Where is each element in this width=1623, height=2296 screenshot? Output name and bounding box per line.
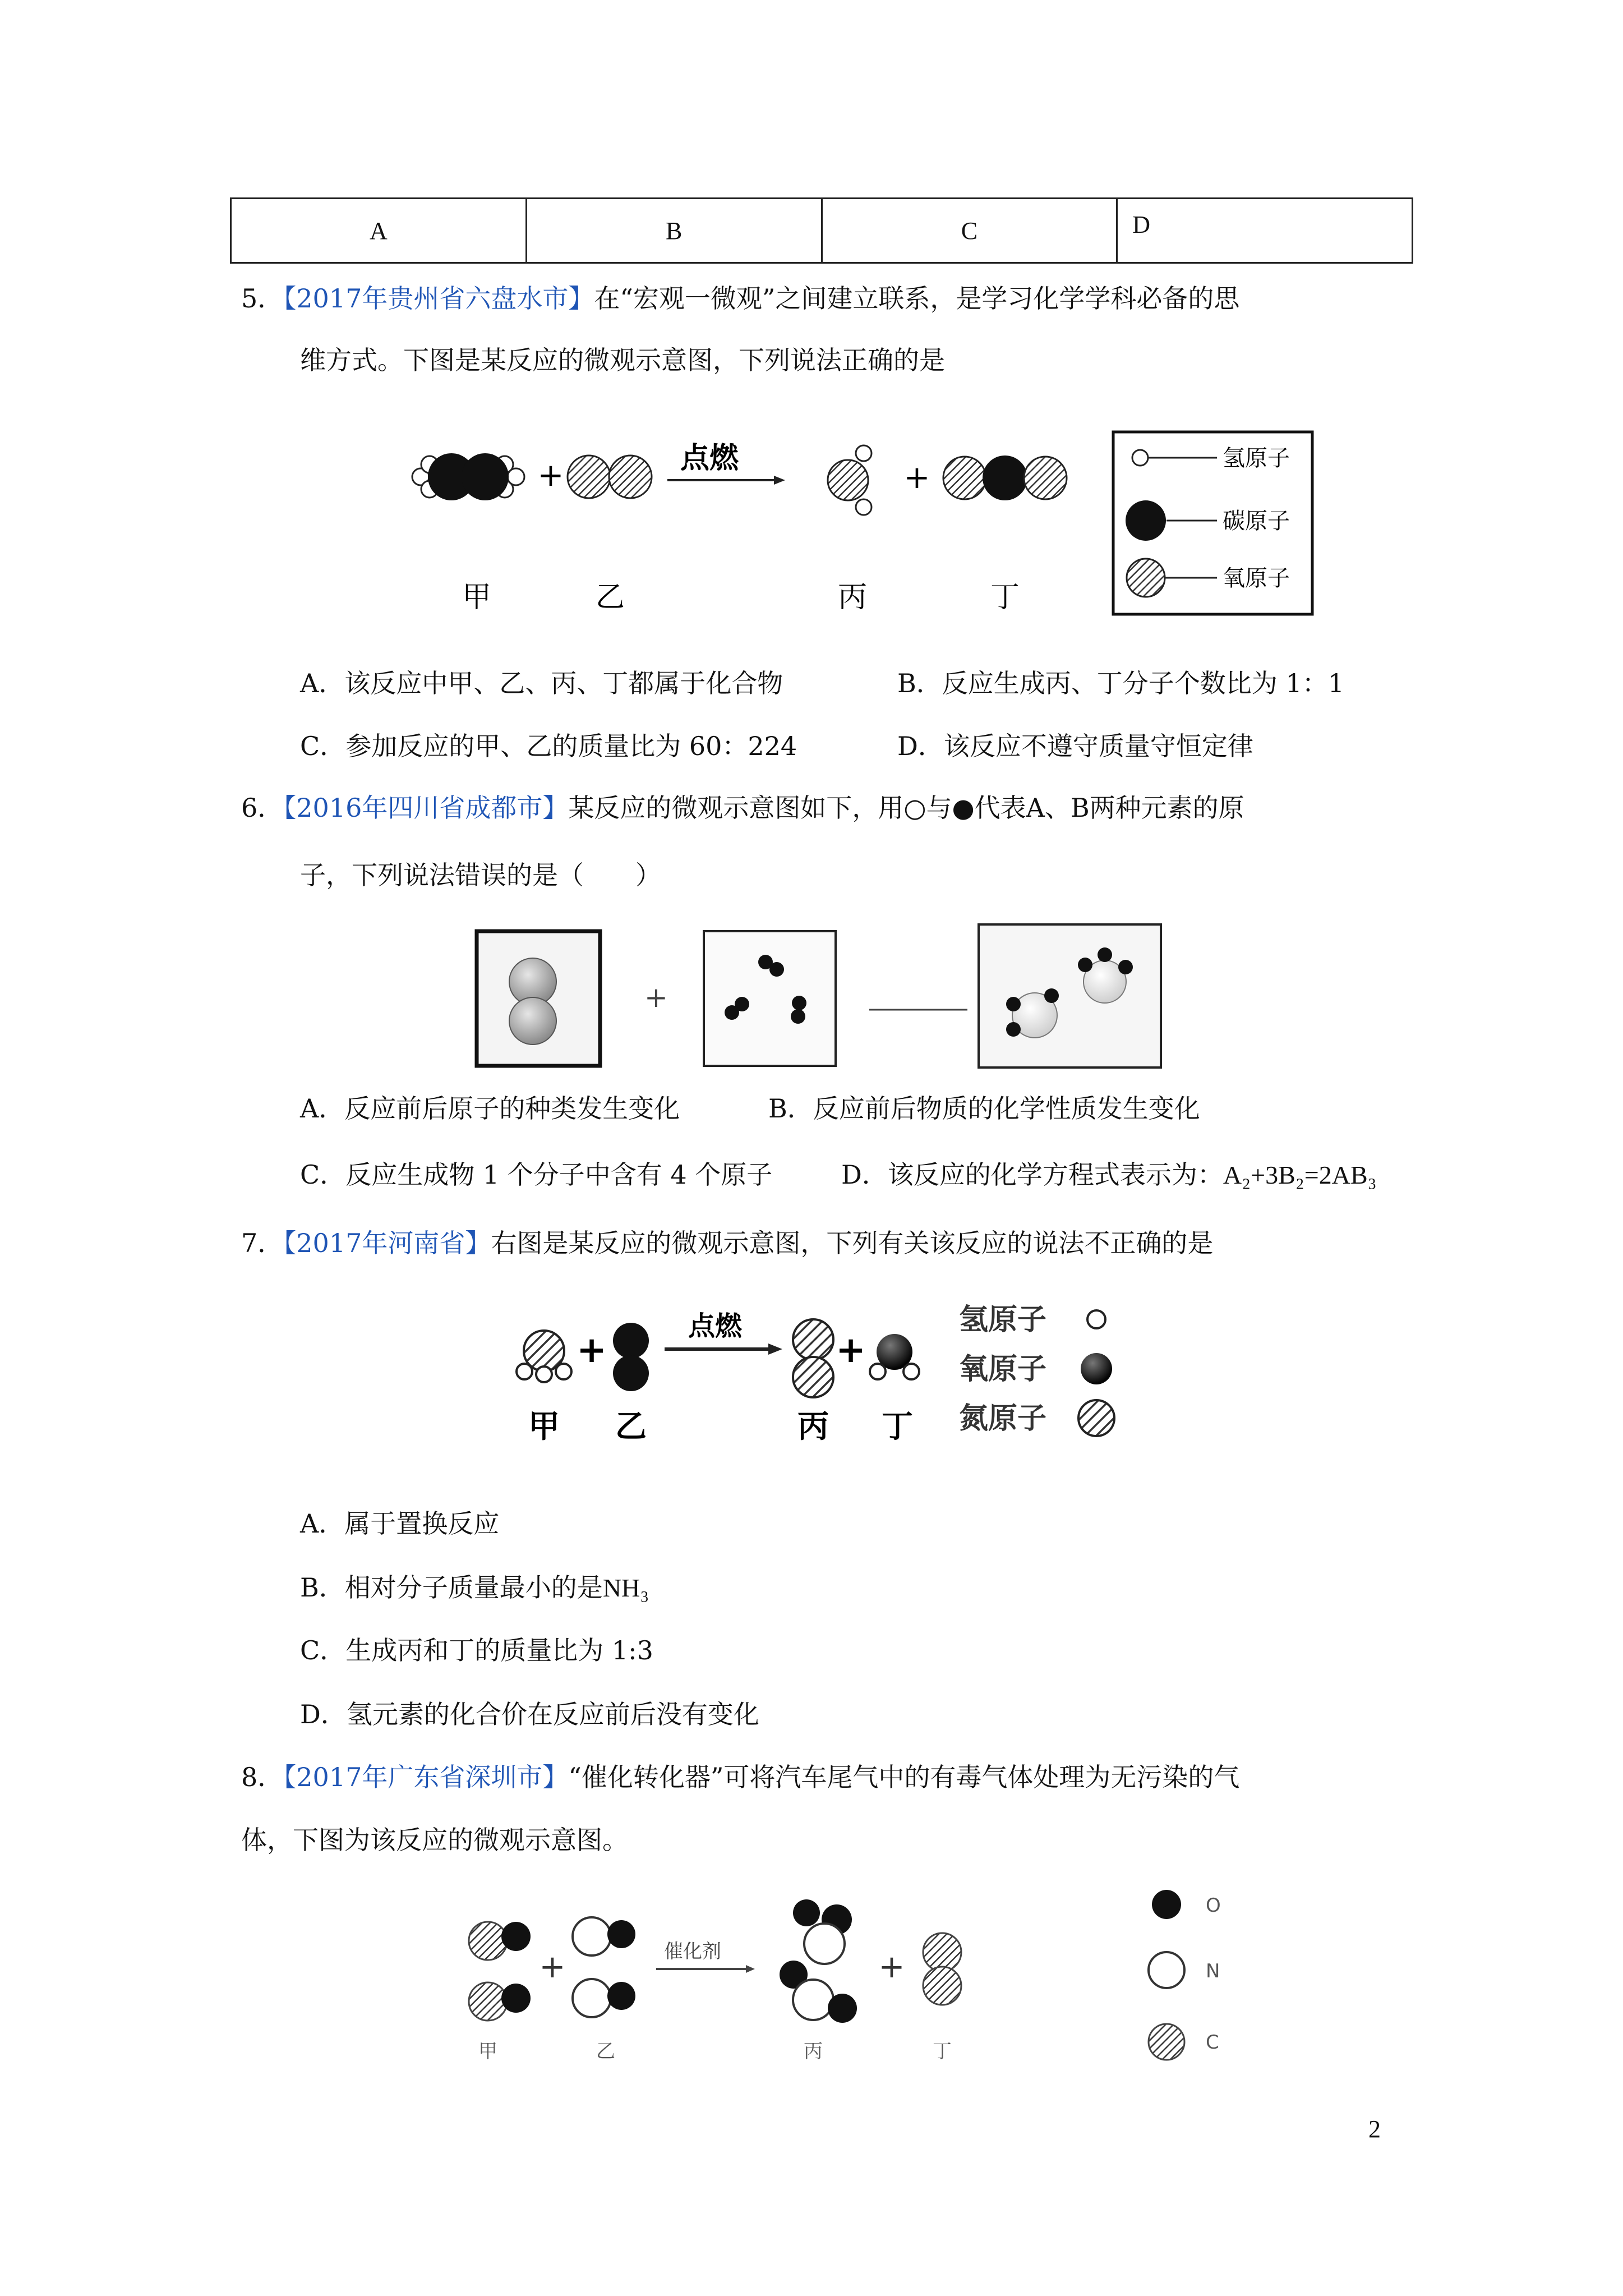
q8-plus-2: + bbox=[878, 1949, 905, 1985]
q6-option-d-formula: A₂+3B₂=2AB₃ bbox=[1223, 1161, 1377, 1189]
q5-option-d[interactable]: D．该反应不遵守质量守恒定律 bbox=[897, 731, 1253, 761]
answer-cell-a[interactable]: A bbox=[231, 199, 527, 263]
question-source: 【2016年四川省成都市】 bbox=[283, 793, 569, 823]
question-number: 5． bbox=[241, 283, 284, 314]
q7-plus-1: + bbox=[577, 1329, 607, 1371]
q5-arrow-label: 点燃 bbox=[680, 441, 739, 475]
q5-label-jia: 甲 bbox=[462, 581, 492, 614]
q8-molecule-ding bbox=[923, 1933, 961, 2005]
question-6-line-1 bbox=[241, 791, 1244, 825]
answer-cell-c[interactable]: C bbox=[822, 199, 1117, 263]
q6-option-d[interactable] bbox=[841, 1158, 1377, 1192]
answer-cell-b[interactable]: B bbox=[526, 199, 822, 263]
question-8-line-2: 体，下图为该反应的微观示意图。 bbox=[241, 1825, 628, 1855]
q7-option-b[interactable] bbox=[300, 1571, 649, 1605]
q5-label-bing: 丙 bbox=[837, 581, 868, 614]
question-8-line-1 bbox=[241, 1760, 1239, 1794]
q7-legend-o: 氧原子 bbox=[959, 1352, 1047, 1386]
q7-legend bbox=[959, 1303, 1114, 1436]
question-number: 8． bbox=[241, 1762, 284, 1792]
q8-label-bing: 丙 bbox=[804, 2040, 823, 2063]
q6-box-reactant-1 bbox=[477, 931, 600, 1066]
q7-option-a[interactable]: A．属于置换反应 bbox=[300, 1508, 500, 1539]
q5-reaction-figure bbox=[393, 426, 1318, 617]
q6-option-a[interactable]: A．反应前后原子的种类发生变化 bbox=[300, 1093, 680, 1124]
q8-label-yi: 乙 bbox=[596, 2040, 615, 2063]
q5-plus-2: + bbox=[903, 459, 930, 496]
q6-plus: + bbox=[644, 981, 668, 1014]
q5-molecule-jia bbox=[412, 453, 524, 500]
question-source: 【2017年河南省】 bbox=[283, 1228, 491, 1258]
q5-plus-1: + bbox=[537, 457, 564, 494]
q8-molecule-bing bbox=[780, 1899, 857, 2023]
q7-molecule-yi bbox=[613, 1323, 649, 1391]
q6-box-reactant-2 bbox=[704, 931, 836, 1066]
q8-plus-1: + bbox=[539, 1949, 566, 1985]
q5-molecule-ding bbox=[943, 455, 1067, 500]
q8-label-jia: 甲 bbox=[478, 2040, 497, 2063]
question-stem: “催化转化器”可将汽车尾气中的有毒气体处理为无污染的气 bbox=[568, 1762, 1240, 1792]
question-number: 6． bbox=[241, 793, 284, 823]
q7-option-d[interactable]: D．氢元素的化合价在反应前后没有变化 bbox=[300, 1699, 759, 1729]
q7-legend-h: 氢原子 bbox=[959, 1303, 1047, 1337]
question-source: 【2017年广东省深圳市】 bbox=[283, 1762, 569, 1792]
q7-label-yi: 乙 bbox=[615, 1409, 647, 1445]
q8-legend-c: C bbox=[1206, 2031, 1219, 2054]
q6-box-product bbox=[979, 924, 1161, 1068]
q7-legend-n: 氮原子 bbox=[959, 1402, 1047, 1435]
q8-arrow-label: 催化剂 bbox=[664, 1940, 721, 1963]
q8-label-ding: 丁 bbox=[933, 2040, 952, 2063]
q5-option-b[interactable]: B．反应生成丙、丁分子个数比为 1：1 bbox=[897, 668, 1344, 698]
q7-molecule-jia bbox=[517, 1331, 571, 1382]
q5-option-a[interactable]: A．该反应中甲、乙、丙、丁都属于化合物 bbox=[300, 668, 783, 698]
q5-label-yi: 乙 bbox=[595, 581, 625, 614]
q5-label-ding: 丁 bbox=[990, 581, 1020, 614]
question-number: 7． bbox=[241, 1228, 284, 1258]
q8-legend bbox=[1149, 1890, 1221, 2060]
q7-arrow bbox=[665, 1343, 782, 1355]
q5-molecule-yi bbox=[568, 455, 652, 498]
answer-cell-d[interactable]: D bbox=[1117, 199, 1413, 263]
q7-option-b-formula: NH₃ bbox=[602, 1573, 649, 1602]
q8-legend-n: N bbox=[1206, 1960, 1220, 1982]
q7-label-jia: 甲 bbox=[528, 1409, 560, 1445]
q5-legend bbox=[1113, 432, 1312, 614]
question-7-line-1 bbox=[241, 1226, 1213, 1260]
q7-option-b-text: B．相对分子质量最小的是 bbox=[300, 1572, 603, 1603]
q8-arrow bbox=[656, 1965, 755, 1973]
q7-molecule-ding bbox=[870, 1334, 919, 1379]
q7-plus-2: + bbox=[836, 1329, 866, 1371]
q7-reaction-figure bbox=[508, 1290, 1136, 1475]
q5-legend-o: 氧原子 bbox=[1223, 565, 1290, 591]
q6-option-c[interactable]: C．反应生成物 1 个分子中含有 4 个原子 bbox=[300, 1159, 773, 1190]
page-number: 2 bbox=[1368, 2115, 1381, 2143]
question-6-line-2: 子，下列说法错误的是（ ） bbox=[300, 860, 661, 890]
q7-molecule-bing bbox=[793, 1319, 833, 1397]
q6-reaction-figure bbox=[474, 920, 1164, 1071]
q7-option-c[interactable]: C．生成丙和丁的质量比为 1:3 bbox=[300, 1635, 653, 1665]
q8-molecule-jia bbox=[469, 1922, 531, 2021]
question-source: 【2017年贵州省六盘水市】 bbox=[283, 283, 594, 314]
q8-molecule-yi bbox=[573, 1917, 635, 2017]
q5-molecule-bing bbox=[828, 445, 872, 515]
question-5-line-2: 维方式。下图是某反应的微观示意图，下列说法正确的是 bbox=[300, 345, 945, 375]
q5-option-c[interactable]: C．参加反应的甲、乙的质量比为 60：224 bbox=[300, 731, 797, 761]
question-stem: 右图是某反应的微观示意图，下列有关该反应的说法不正确的是 bbox=[491, 1228, 1214, 1258]
q5-legend-h: 氢原子 bbox=[1223, 445, 1290, 471]
q7-arrow-label: 点燃 bbox=[688, 1310, 743, 1342]
question-stem: 在“宏观一微观”之间建立联系，是学习化学学科必备的思 bbox=[594, 283, 1240, 314]
q6-option-d-text: D．该反应的化学方程式表示为： bbox=[841, 1159, 1223, 1190]
q7-label-ding: 丁 bbox=[882, 1409, 913, 1445]
q6-option-b[interactable]: B．反应前后物质的化学性质发生变化 bbox=[768, 1093, 1200, 1124]
question-5-line-1 bbox=[241, 282, 1239, 315]
answer-table bbox=[230, 197, 1413, 264]
q7-label-bing: 丙 bbox=[797, 1409, 829, 1445]
question-stem: 某反应的微观示意图如下，用○与●代表A、B两种元素的原 bbox=[568, 793, 1244, 823]
q8-reaction-figure bbox=[443, 1874, 1256, 2076]
q5-legend-c: 碳原子 bbox=[1223, 508, 1290, 534]
q8-legend-o: O bbox=[1206, 1894, 1221, 1917]
q5-arrow bbox=[667, 476, 785, 485]
